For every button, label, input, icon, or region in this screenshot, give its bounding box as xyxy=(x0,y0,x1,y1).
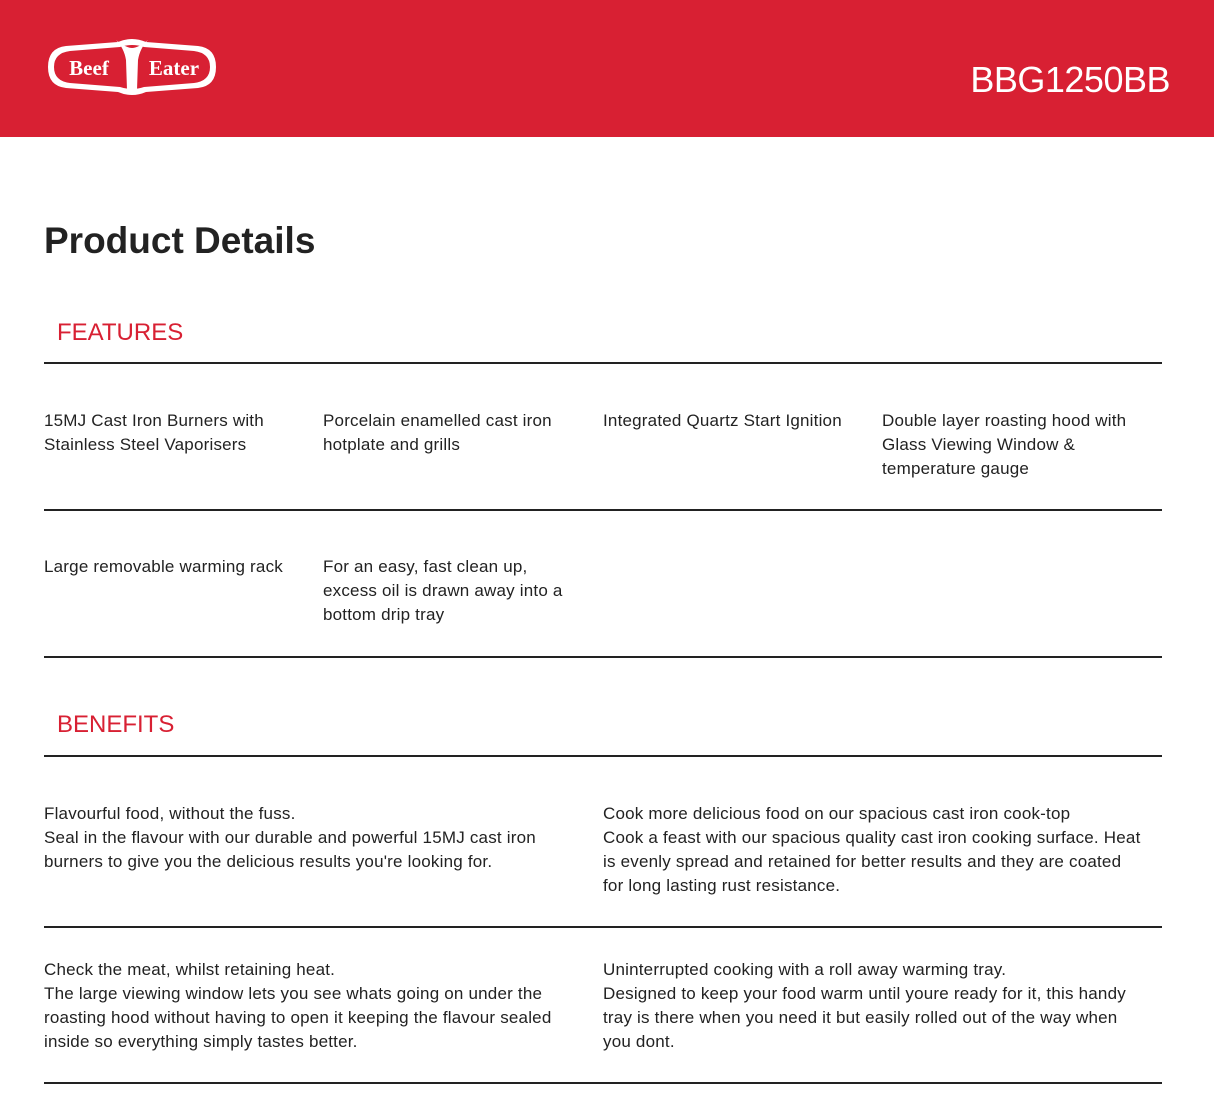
feature-item: Double layer roasting hood with Glass Viewing Window & temperature gauge xyxy=(882,411,1127,478)
model-number: BBG1250BB xyxy=(970,59,1170,100)
logo-text-left: Beef xyxy=(69,56,109,80)
benefits-title: BENEFITS xyxy=(57,711,175,738)
beefeater-logo xyxy=(46,34,218,100)
benefit-body: Seal in the flavour with our durable and powerful 15MJ cast iron burners to give you the delicious results you're looking for. xyxy=(44,828,536,871)
benefit-item xyxy=(603,802,1143,898)
benefit-item xyxy=(603,958,1143,1054)
benefit-heading: Check the meat, whilst retaining heat. xyxy=(44,960,336,979)
divider xyxy=(44,656,1162,658)
benefit-body: Designed to keep your food warm until youre ready for it, this handy tray is there when you need it but easily rolled out of the way when you dont. xyxy=(603,984,1126,1051)
features-title: FEATURES xyxy=(57,319,184,346)
feature-item: Large removable warming rack xyxy=(44,557,283,576)
benefit-heading: Uninterrupted cooking with a roll away warming tray. xyxy=(603,960,1007,979)
divider xyxy=(44,509,1162,511)
benefit-body: Cook a feast with our spacious quality cast iron cooking surface. Heat is evenly spread and retained for better results and they are coated for long lasting rust resistance. xyxy=(603,828,1141,895)
benefit-item xyxy=(44,958,584,1054)
feature-item: 15MJ Cast Iron Burners with Stainless Steel Vaporisers xyxy=(44,411,264,454)
benefit-body: The large viewing window lets you see whats going on under the roasting hood without having to open it keeping the flavour sealed inside so everything simply tastes better. xyxy=(44,984,552,1051)
header-banner xyxy=(0,0,1214,137)
feature-item: Integrated Quartz Start Ignition xyxy=(603,411,842,430)
page-title: Product Details xyxy=(44,220,316,261)
benefit-heading: Cook more delicious food on our spacious cast iron cook-top xyxy=(603,804,1071,823)
benefit-item xyxy=(44,802,584,874)
divider xyxy=(44,1082,1162,1084)
benefit-heading: Flavourful food, without the fuss. xyxy=(44,804,296,823)
feature-item: Porcelain enamelled cast iron hotplate and grills xyxy=(323,411,552,454)
logo-text-right: Eater xyxy=(148,56,200,80)
divider xyxy=(44,362,1162,364)
divider xyxy=(44,755,1162,757)
divider xyxy=(44,926,1162,928)
feature-item: For an easy, fast clean up, excess oil is drawn away into a bottom drip tray xyxy=(323,557,563,624)
